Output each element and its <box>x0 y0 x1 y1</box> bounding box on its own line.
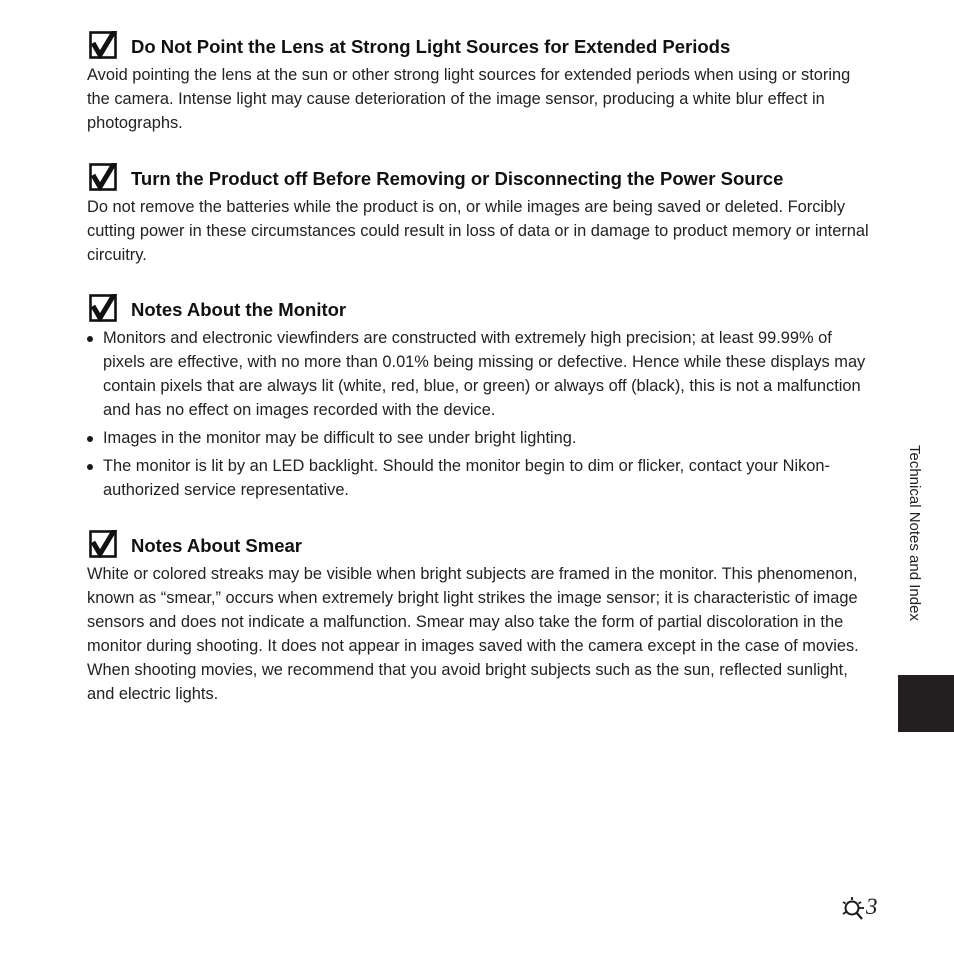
caution-check-icon <box>89 163 117 191</box>
section-smear-notes <box>87 530 877 706</box>
section-title: Turn the Product off Before Removing or Disconnecting the Power Source <box>131 168 784 189</box>
list-item <box>87 454 877 502</box>
page-number <box>840 893 878 921</box>
bullet-icon <box>87 336 93 342</box>
page-number-text: 3 <box>866 894 878 919</box>
section-header <box>87 530 877 562</box>
list-item-text: The monitor is lit by an LED backlight. Should the monitor begin to dim or flicker, contact your Nikon-authorized service representative. <box>103 457 830 499</box>
section-body: Avoid pointing the lens at the sun or other strong light sources for extended periods when using or storing the camera. Intense light may cause deterioration of the image sensor, producing a white blur effect in photographs. <box>87 66 851 132</box>
bullet-icon <box>87 436 93 442</box>
list-item <box>87 326 877 422</box>
side-tab-marker[interactable] <box>898 675 954 732</box>
section-power-source <box>87 163 877 267</box>
bullet-list <box>87 326 877 502</box>
section-body: Do not remove the batteries while the product is on, or while images are being saved or deleted. Forcibly cutting power in these circumstances could result in loss of data or in damage to product memory or internal circuitry. <box>87 198 869 264</box>
caution-check-icon <box>89 294 117 322</box>
section-title: Notes About the Monitor <box>131 299 347 320</box>
section-title: Notes About Smear <box>131 535 302 556</box>
side-tab-label[interactable]: Technical Notes and Index <box>906 445 923 621</box>
section-body: White or colored streaks may be visible when bright subjects are framed in the monitor. This phenomenon, known as “smear,” occurs when extremely bright light strikes the image sensor; it is characteristic of image sensors and does not indicate a malfunction. Smear may also take the form of partial discoloration in the monitor during shooting. It does not appear in images saved with the camera except in the case of movies. When shooting movies, we recommend that you avoid bright subjects such as the sun, reflected sunlight, and electric lights. <box>87 565 859 703</box>
list-item-text: Monitors and electronic viewfinders are constructed with extremely high precision; at least 99.99% of pixels are effective, with no more than 0.01% being missing or defective. Hence while these displays may contain pixels that are always lit (white, red, blue, or green) or always off (black), this is not a malfunction and has no effect on images recorded with the device. <box>103 329 866 419</box>
section-monitor-notes <box>87 294 877 506</box>
technical-notes-icon <box>840 894 866 920</box>
section-header <box>87 31 877 63</box>
list-item <box>87 426 877 450</box>
section-lens-strong-light <box>87 31 877 135</box>
section-header <box>87 163 877 195</box>
list-item-text: Images in the monitor may be difficult to see under bright lighting. <box>103 429 577 447</box>
section-title: Do Not Point the Lens at Strong Light Sources for Extended Periods <box>131 36 731 57</box>
section-header <box>87 294 877 326</box>
caution-check-icon <box>89 31 117 59</box>
caution-check-icon <box>89 530 117 558</box>
bullet-icon <box>87 464 93 470</box>
